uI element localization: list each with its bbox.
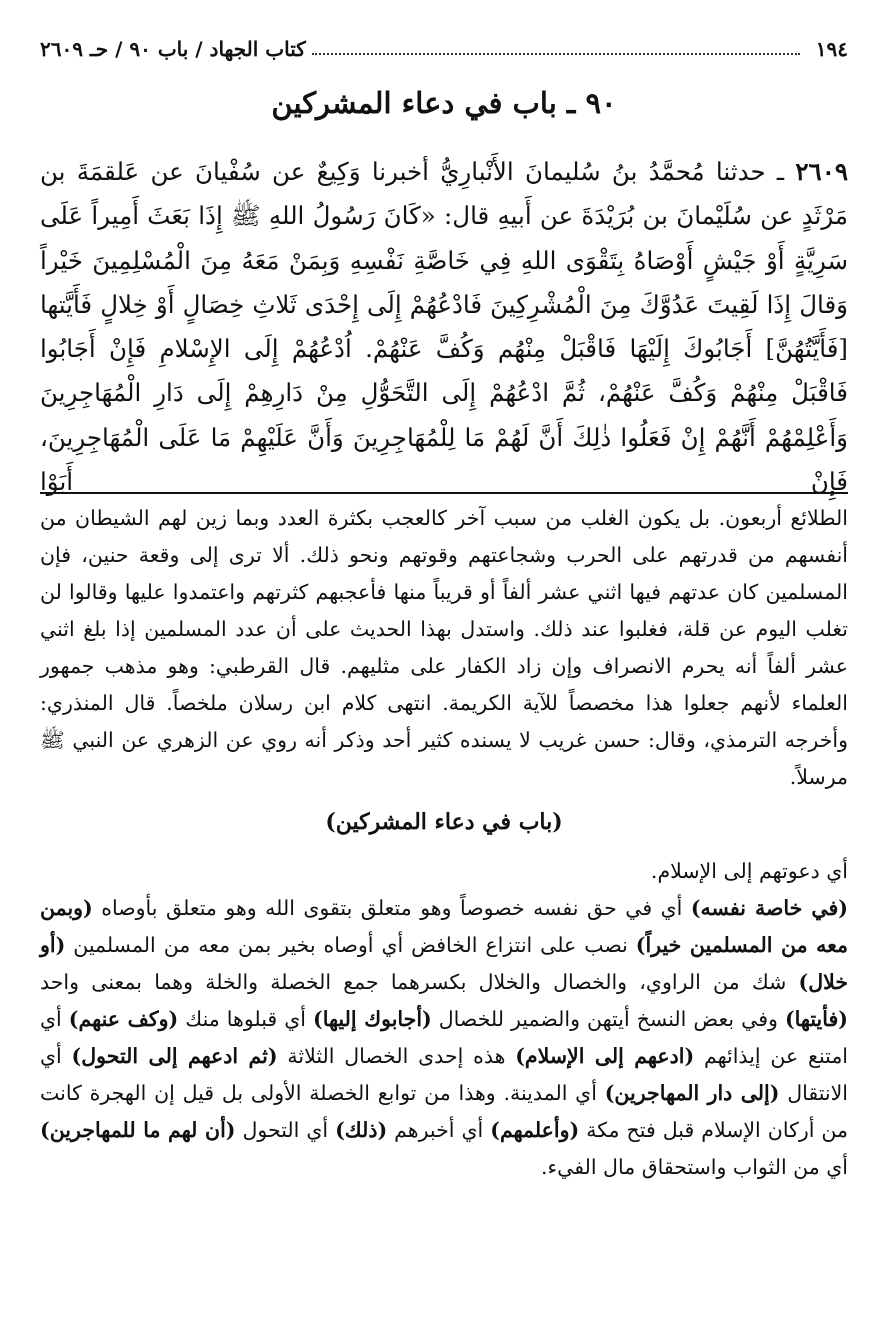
quoted-term: (وكف عنهم) bbox=[68, 1007, 179, 1031]
explanation: أي قبلوها منك bbox=[178, 1007, 314, 1031]
explanation: شك من الراوي، والخصال والخلال بكسرهما جمع الخصلة والخلة وهما بمعنى واحد bbox=[40, 970, 799, 994]
quoted-term: (وأعلمهم) bbox=[490, 1118, 580, 1142]
quoted-term: (فأيتها) bbox=[784, 1007, 849, 1031]
footnote-divider bbox=[40, 492, 848, 494]
quoted-term: (إلى دار المهاجرين) bbox=[604, 1081, 780, 1105]
explanation: نصب على انتزاع الخافض أي أوصاه بخير بمن معه من المسلمين bbox=[65, 933, 636, 957]
hadith-text-block bbox=[40, 150, 848, 504]
commentary-body bbox=[40, 890, 848, 1186]
quoted-term: (ادعهم إلى الإسلام) bbox=[515, 1044, 695, 1068]
hadith-number: ٢٦٠٩ bbox=[795, 157, 849, 186]
commentary-intro: أي دعوتهم إلى الإسلام. bbox=[650, 859, 848, 883]
quoted-term: (أن لهم ما للمهاجرين) bbox=[40, 1118, 236, 1142]
explanation: هذه إحدى الخصال الثلاثة bbox=[277, 1044, 516, 1068]
explanation: أي في حق نفسه خصوصاً وهو متعلق بتقوى الله وهو متعلق بأوصاه bbox=[92, 896, 691, 920]
quoted-term: (أجابوك إليها) bbox=[313, 1007, 432, 1031]
quoted-term: (أو خلال) bbox=[40, 933, 848, 994]
quoted-term: (ذلك) bbox=[335, 1118, 388, 1142]
chapter-title: ٩٠ ـ باب في دعاء المشركين bbox=[271, 86, 617, 120]
hadith-text: ـ حدثنا مُحمَّدُ بنُ سُليمانَ الأَنْبارِيُّ أخبرنا وَكِيعٌ عن سُفْيانَ عن عَلقمَةَ بن مَرْثَدٍ عن سُلَيْمانَ بن بُرَيْدَةَ عن أَبيهِ قال: «كَانَ رَسُولُ اللهِ ﷺ إِذَا بَعَثَ أَمِيراً عَلَى سَرِيَّةٍ أَوْ جَيْشٍ أَوْصَاهُ بِتَقْوَى اللهِ فِي خَاصَّةِ نَفْسِهِ وَبِمَنْ مَعَهُ مِنَ الْمُسْلِمِينَ خَيْراً وَقالَ إِذَا لَقِيتَ عَدُوَّكَ مِنَ الْمُشْرِكِينَ فَادْعُهُمْ إِلَى إِحْدَى ثَلاثِ خِصَالٍ أَوْ خِلالٍ فَأَيَّتها [فَأَيَّتُهُنَّ] أَجَابُوكَ إِلَيْهَا فَاقْبَلْ مِنْهُم وَكُفَّ عَنْهُمْ. اُدْعُهُمْ إِلَى الإِسْلامِ فَإِنْ أَجَابُوا فَاقْبَلْ مِنْهُمْ وَكُفَّ عَنْهُمْ، ثُمَّ ادْعُهُمْ إِلَى التَّحَوُّلِ مِنْ دَارِهِمْ إِلَى دَارِ الْمُهَاجِرِينَ وَأَعْلِمْهُمْ أَنَّهُمْ إِنْ فَعَلُوا ذٰلِكَ أَنَّ لَهُمْ مَا لِلْمُهَاجِرِينَ وَأَنَّ عَلَيْهِمْ مَا عَلَى الْمُهَاجِرِينَ، فَإِنْ أَبَوْا bbox=[40, 157, 848, 497]
running-title: كتاب الجهاد / باب ٩٠ / حـ ٢٦٠٩ bbox=[40, 37, 306, 61]
footnote-paragraph: الطلائع أربعون. بل يكون الغلب من سبب آخر كالعجب بكثرة العدد وبما زين لهم الشيطان من أنفسهم من قدرتهم على الحرب وشجاعتهم وقوتهم ونحو ذلك. ألا ترى إلى وقعة حنين، فإن المسلمين كان عدتهم فيها اثني عشر ألفاً أو قريباً منها فأعجبهم كثرتهم واعتمدوا عليها وقالوا لن تغلب اليوم عن قلة، فغلبوا عند ذلك. واستدل بهذا الحديث على أن عدد المسلمين إذا بلغ اثني عشر ألفاً أنه يحرم الانصراف وإن زاد الكفار على مثليهم. قال القرطبي: وهو مذهب جمهور العلماء لأنهم جعلوا هذا مخصصاً للآية الكريمة. انتهى كلام ابن رسلان ملخصاً. قال المنذري: وأخرجه الترمذي، وقال: حسن غريب لا يسنده كثير أحد وذكر أنه روي عن الزهري عن النبي ﷺ مرسلاً. bbox=[40, 506, 848, 789]
explanation: أي أخبرهم bbox=[387, 1118, 491, 1142]
page-number: ١٩٤ bbox=[815, 37, 848, 61]
quoted-term: (في خاصة نفسه) bbox=[690, 896, 849, 920]
explanation: أي المدينة. وهذا من توابع الخصلة الأولى بل قيل إن الهجرة كانت من أركان الإسلام قبل فتح مكة bbox=[40, 1081, 849, 1142]
running-header bbox=[40, 34, 848, 64]
commentary-heading: (باب في دعاء المشركين) bbox=[325, 809, 563, 835]
header-dot-leader bbox=[312, 43, 800, 55]
explanation: أي التحول bbox=[235, 1118, 336, 1142]
commentary-block bbox=[40, 500, 848, 1186]
quoted-term: (وبمن معه من المسلمين خيراً) bbox=[40, 896, 848, 957]
explanation: أي الانتقال bbox=[40, 1044, 849, 1105]
explanation: وفي بعض النسخ أيتهن والضمير للخصال bbox=[431, 1007, 785, 1031]
explanation: أي امتنع عن إيذائهم bbox=[40, 1007, 848, 1068]
quoted-term: (ثم ادعهم إلى التحول) bbox=[71, 1044, 278, 1068]
explanation: أي من الثواب واستحقاق مال الفيء. bbox=[540, 1155, 848, 1179]
